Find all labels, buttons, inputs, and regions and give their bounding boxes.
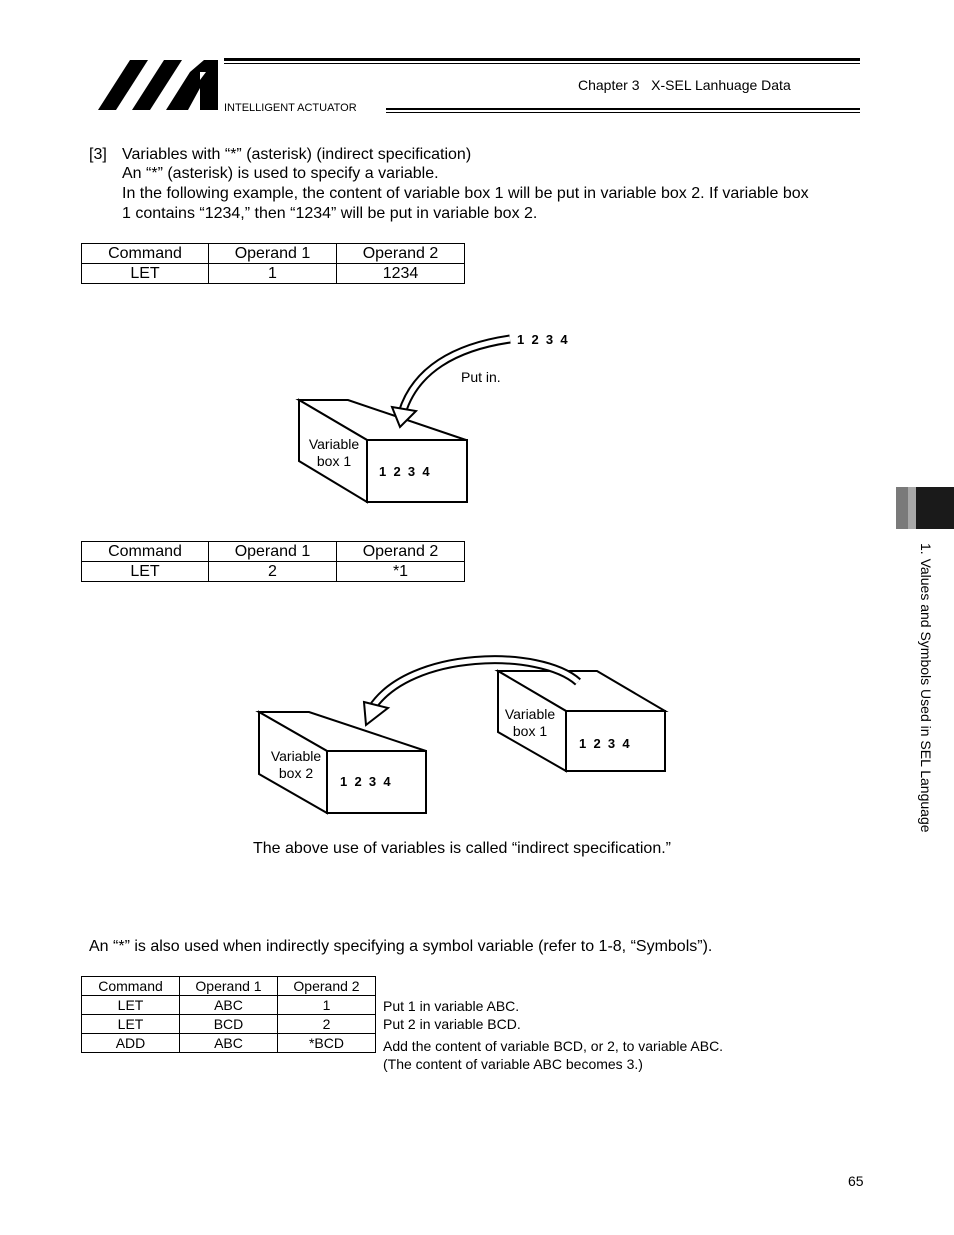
note-row-3-line-2: (The content of variable ABC becomes 3.): [383, 1056, 643, 1072]
command-table-1: [81, 243, 465, 284]
box-1-digits: 1 2 3 4: [379, 464, 430, 479]
header-cell: Command: [82, 542, 209, 562]
table-header-row: [82, 977, 376, 996]
note-row-1: Put 1 in variable ABC.: [383, 998, 520, 1014]
table-cell: BCD: [180, 1015, 278, 1034]
label-line: Variable: [504, 706, 556, 722]
header-rule-top-thin: [224, 63, 860, 64]
table-row: [82, 562, 465, 582]
header-cell: Operand 2: [337, 244, 465, 264]
header-cell: Operand 2: [278, 977, 376, 996]
header-cell: Operand 1: [209, 542, 337, 562]
label-line: box 1: [512, 723, 548, 739]
variable-box-1-label: [496, 706, 564, 740]
symbol-paragraph: An “*” is also used when indirectly specifying a symbol variable (refer to 1-8, “Symbols”).: [89, 938, 713, 955]
table-row: [82, 1034, 376, 1053]
header-cell: Command: [82, 977, 180, 996]
diagram-put-in: [290, 325, 610, 510]
indirect-caption: The above use of variables is called “indirect specification.”: [253, 840, 671, 857]
table-row: [82, 264, 465, 284]
command-table-2: [81, 541, 465, 582]
chapter-title: Chapter 3 X-SEL Lanhuage Data: [578, 77, 791, 93]
page-number: 65: [848, 1173, 864, 1189]
section-line-2: In the following example, the content of variable box 1 will be put in variable box 2. If variable box: [122, 185, 809, 202]
side-tab-stripe-mid: [908, 487, 916, 529]
section-title: Variables with “*” (asterisk) (indirect specification): [122, 146, 472, 163]
table-cell: ABC: [180, 996, 278, 1015]
variable-box-1-label: [300, 436, 368, 470]
header-cell: Operand 2: [337, 542, 465, 562]
header-cell: Command: [82, 244, 209, 264]
side-tab-stripe-light: [896, 487, 908, 529]
put-in-label: Put in.: [461, 369, 501, 385]
section-line-3: 1 contains “1234,” then “1234” will be put in variable box 2.: [122, 205, 538, 222]
table-cell: ABC: [180, 1034, 278, 1053]
header-rule-bottom: [386, 108, 860, 110]
logo-caption: INTELLIGENT ACTUATOR: [224, 102, 357, 114]
table-cell: *1: [337, 562, 465, 582]
label-line: Variable: [308, 436, 360, 452]
command-table-3: [81, 976, 376, 1053]
box-2-digits: 1 2 3 4: [340, 774, 391, 789]
label-line: Variable: [270, 748, 322, 764]
side-tab-label: 1. Values and Symbols Used in SEL Language: [918, 543, 934, 833]
table-cell: 2: [209, 562, 337, 582]
side-tab-marker: [896, 487, 954, 529]
label-line: box 2: [278, 765, 314, 781]
box-1-digits: 1 2 3 4: [579, 736, 630, 751]
iai-logo: [96, 58, 222, 112]
table-cell: ADD: [82, 1034, 180, 1053]
table-row: [82, 996, 376, 1015]
table-header-row: [82, 244, 465, 264]
digits-1234-top: 1 2 3 4: [517, 332, 568, 347]
note-row-3-line-1: Add the content of variable BCD, or 2, to variable ABC.: [383, 1038, 724, 1054]
table-cell: 2: [278, 1015, 376, 1034]
label-line: box 1: [316, 453, 352, 469]
table-row: [82, 1015, 376, 1034]
side-tab-stripe-dark: [916, 487, 954, 529]
table-cell: 1234: [337, 264, 465, 284]
table-cell: *BCD: [278, 1034, 376, 1053]
table-cell: LET: [82, 1015, 180, 1034]
table-cell: LET: [82, 996, 180, 1015]
section-line-1: An “*” (asterisk) is used to specify a variable.: [122, 165, 439, 182]
diagram-indirect: [250, 650, 680, 820]
table-cell: 1: [209, 264, 337, 284]
section-number: [3]: [89, 146, 107, 163]
header-rule-bottom-thin: [386, 112, 860, 113]
header-cell: Operand 1: [209, 244, 337, 264]
header-rule-top: [224, 58, 860, 61]
table-cell: LET: [82, 264, 209, 284]
header-cell: Operand 1: [180, 977, 278, 996]
table-cell: LET: [82, 562, 209, 582]
table-cell: 1: [278, 996, 376, 1015]
note-row-2: Put 2 in variable BCD.: [383, 1016, 521, 1032]
variable-box-2-label: [262, 748, 330, 782]
table-header-row: [82, 542, 465, 562]
